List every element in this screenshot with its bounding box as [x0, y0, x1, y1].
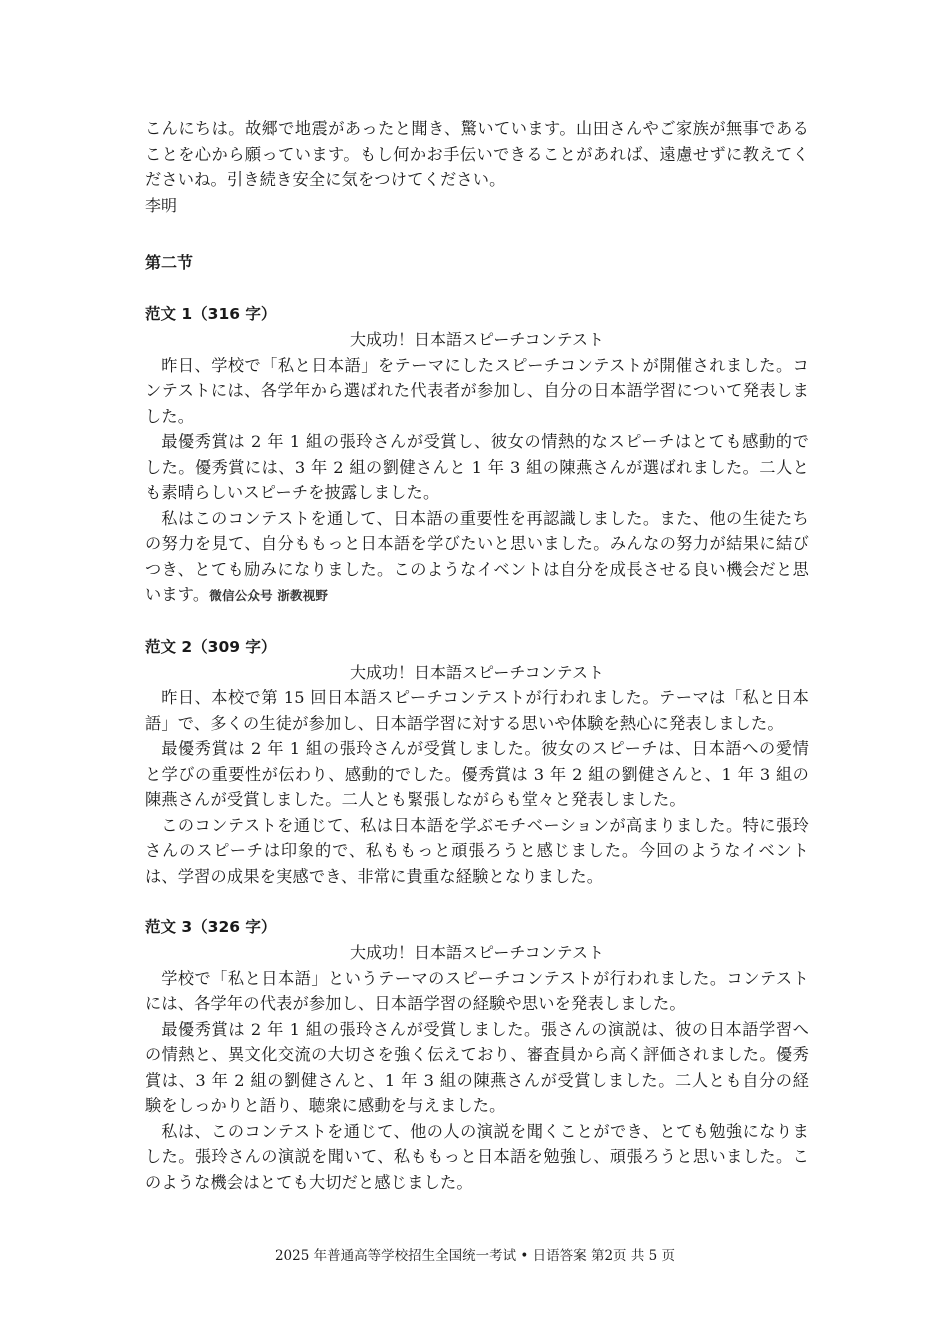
letter-signature: 李明 [145, 195, 178, 215]
essay-title: 大成功！日本語スピーチコンテスト [349, 662, 605, 682]
essay-paragraph [145, 506, 809, 609]
essay-paragraph: 学校で「私と日本語」というテーマのスピーチコンテストが行われました。コンテストには、各学年の代表が参加し、日本語学習の経験や思いを発表しました。 [145, 968, 809, 1013]
essay-paragraph: 私は、このコンテストを通じて、他の人の演説を聞くことができ、とても勉強になりました。張玲さんの演説を聞いて、私ももっと日本語を勉強し、頑張ろうと思いました。このような機会はとても大切だと感じました。 [145, 1121, 809, 1192]
page-footer: 2025 年普通高等学校招生全国统一考试 • 日语答案 第2页 共 5 页 [274, 1248, 676, 1264]
section-title: 第二节 [145, 253, 194, 272]
essay-paragraph: 最優秀賞は 2 年 1 組の張玲さんが受賞しました。張さんの演説は、彼の日本語学習への情熱と、異文化交流の大切さを強く伝えており、審査員から高く評価されました。優秀賞は、3 年 2 組の劉健さんと、1 年 3 組の陳燕さんが受賞しました。二人とも自分の経験をしっかりと語り、聴衆に感動を与えました。 [145, 1019, 809, 1115]
essay-paragraph: このコンテストを通じて、私は日本語を学ぶモチベーションが高まりました。特に張玲さんのスピーチは印象的で、私ももっと頑張ろうと感じました。今回のようなイベントは、学習の成果を実感でき、非常に貴重な経験となりました。 [145, 815, 809, 886]
essay-1 [145, 301, 809, 609]
essay-title: 大成功！日本語スピーチコンテスト [349, 330, 605, 349]
document-body [145, 116, 809, 1195]
letter-body: こんにちは。故郷で地震があったと聞き、驚いています。山田さんやご家族が無事であることを心から願っています。もし何かお手伝いできることがあれば、遠慮せずに教えてくださいね。引き続き安全に気をつけてください。 [145, 119, 809, 189]
essay-title: 大成功！日本語スピーチコンテスト [349, 943, 605, 962]
essay-paragraph: 最優秀賞は 2 年 1 組の張玲さんが受賞し、彼女の情熱的なスピーチはとても感動的でした。優秀賞には、3 年 2 組の劉健さんと 1 年 3 組の陳燕さんが選ばれました。二人とも素晴らしいスピーチを披露しました。 [145, 432, 809, 502]
essay-paragraph: 昨日、学校で「私と日本語」をテーマにしたスピーチコンテストが開催されました。コンテストには、各学年から選ばれた代表者が参加し、自分の日本語学習について発表しました。 [145, 355, 809, 426]
essay-heading: 范文 1（316 字） [145, 305, 277, 323]
essay-paragraph-text: 私はこのコンテストを通して、日本語の重要性を再認識しました。また、他の生徒たちの努力を見て、自分ももっと日本語を学びたいと思いました。みんなの努力が結果に結びつき、とても励みになりました。このようなイベントは自分を成長させる良い機会だと思います。 [145, 508, 809, 604]
essay-heading: 范文 2（309 字） [145, 637, 277, 656]
essay-heading: 范文 3（326 字） [145, 918, 277, 936]
essay-paragraph: 最優秀賞は 2 年 1 組の張玲さんが受賞しました。彼女のスピーチは、日本語への愛情と学びの重要性が伝わり、感動的でした。優秀賞は 3 年 2 組の劉健さんと、1 年 3 組の陳燕さんが受賞しました。二人とも緊張しながらも堂々と発表しました。 [145, 739, 809, 809]
watermark-text: 微信公众号 浙教视野 [209, 588, 329, 603]
essay-2 [145, 634, 809, 890]
essay-3 [145, 914, 809, 1195]
essay-paragraph: 昨日、本校で第 15 回日本語スピーチコンテストが行われました。テーマは「私と日本語」で、多くの生徒が参加し、日本語学習に対する思いや体験を熱心に発表しました。 [145, 688, 809, 733]
